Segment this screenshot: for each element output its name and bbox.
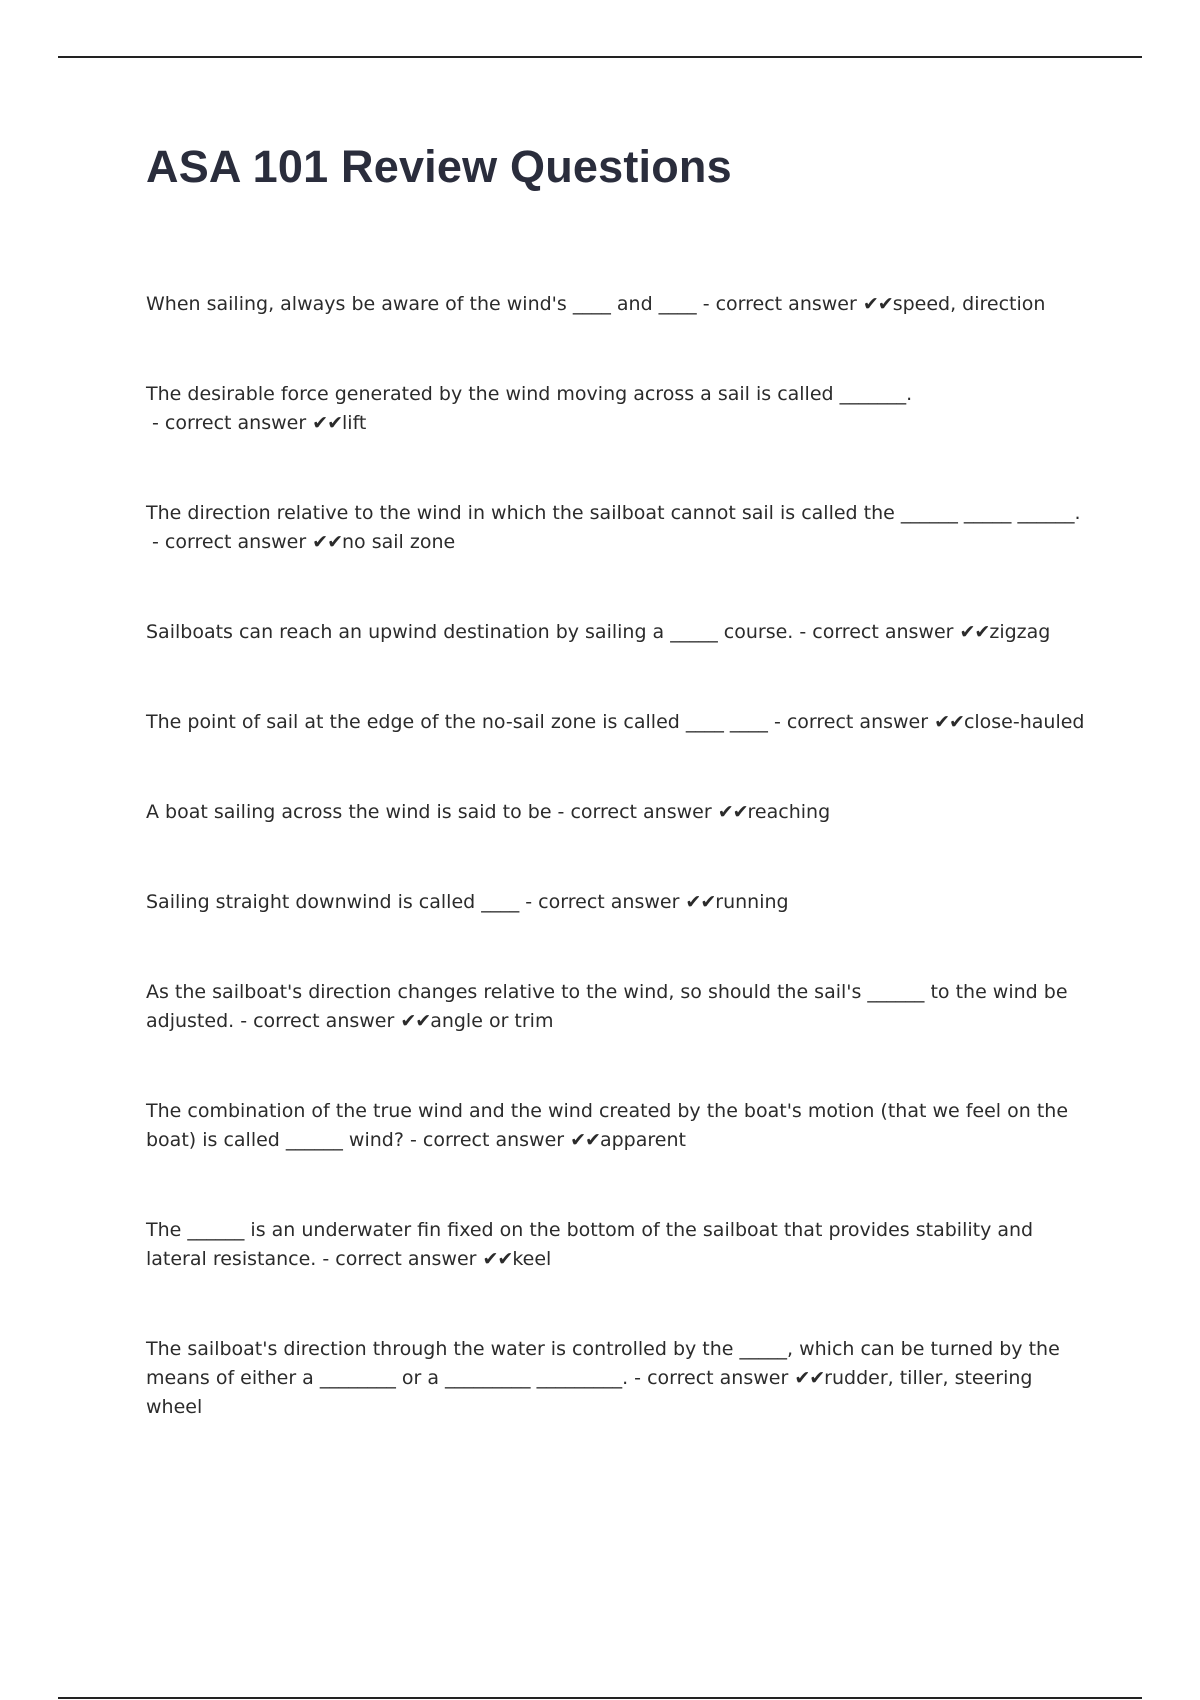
check-marks-icon: ✔✔ (312, 531, 343, 553)
check-marks-icon: ✔✔ (685, 891, 716, 913)
answer-prefix: - correct answer (519, 891, 686, 913)
check-marks-icon: ✔✔ (570, 1129, 600, 1151)
answer-prefix: - correct answer (146, 531, 313, 553)
list-item (146, 978, 1086, 1036)
question-text: As the sailboat's direction changes relative to the wind, so should the sail's ______ to the wind be adjusted. (146, 981, 1068, 1032)
list-item (146, 888, 1086, 917)
question-text: When sailing, always be aware of the wind's ____ and ____ (146, 293, 697, 315)
check-marks-icon: ✔✔ (312, 412, 343, 434)
top-divider (58, 56, 1142, 58)
question-text: A boat sailing across the wind is said to be (146, 801, 552, 823)
check-marks-icon: ✔✔ (862, 293, 893, 315)
question-text: The sailboat's direction through the water is controlled by the _____, which can be turned by the means of either a ________ or a _________ _________. (146, 1338, 1060, 1389)
check-marks-icon: ✔✔ (400, 1010, 431, 1032)
list-item (146, 1335, 1086, 1422)
answer-text: speed, direction (892, 293, 1046, 315)
answer-prefix: - correct answer (551, 801, 718, 823)
page-title: ASA 101 Review Questions (146, 141, 732, 192)
list-item (146, 618, 1086, 647)
answer-prefix: - correct answer (696, 293, 863, 315)
check-marks-icon: ✔✔ (794, 1367, 825, 1389)
check-marks-icon: ✔✔ (934, 711, 964, 733)
answer-prefix: - correct answer (793, 621, 960, 643)
answer-prefix: - correct answer (767, 711, 935, 733)
question-text: The direction relative to the wind in which the sailboat cannot sail is called the ______ _____ ______. (146, 502, 1081, 524)
answer-text: apparent (599, 1129, 686, 1151)
question-text: The desirable force generated by the wind moving across a sail is called _______. (146, 383, 913, 405)
question-text: Sailing straight downwind is called ____ (146, 891, 520, 913)
list-item (146, 798, 1086, 827)
answer-prefix: - correct answer (403, 1129, 571, 1151)
answer-text: zigzag (989, 621, 1051, 643)
answer-text: no sail zone (342, 531, 456, 553)
answer-prefix: - correct answer (146, 412, 313, 434)
bottom-divider (58, 1697, 1142, 1699)
answer-text: reaching (747, 801, 831, 823)
question-text: The ______ is an underwater fin fixed on the bottom of the sailboat that provides stability and lateral resistance. (146, 1219, 1034, 1270)
answer-prefix: - correct answer (628, 1367, 795, 1389)
list-item (146, 1097, 1086, 1155)
question-text: The point of sail at the edge of the no-sail zone is called ____ ____ (146, 711, 768, 733)
list-item (146, 1216, 1086, 1274)
list-item (146, 380, 1086, 438)
question-text: The combination of the true wind and the wind created by the boat's motion (that we feel on the boat) is called ______ wind? (146, 1100, 1069, 1151)
answer-text: running (715, 891, 789, 913)
answer-text: keel (512, 1248, 552, 1270)
question-list (146, 290, 1086, 1483)
check-marks-icon: ✔✔ (959, 621, 990, 643)
answer-text: close-hauled (963, 711, 1085, 733)
answer-text: angle or trim (430, 1010, 554, 1032)
answer-text: lift (342, 412, 367, 434)
list-item (146, 499, 1086, 557)
answer-text: rudder, tiller, steering wheel (146, 1367, 1033, 1418)
check-marks-icon: ✔✔ (717, 801, 748, 823)
list-item (146, 708, 1086, 737)
question-text: Sailboats can reach an upwind destination by sailing a _____ course. (146, 621, 794, 643)
answer-prefix: - correct answer (234, 1010, 401, 1032)
list-item (146, 290, 1086, 319)
check-marks-icon: ✔✔ (482, 1248, 513, 1270)
answer-prefix: - correct answer (316, 1248, 483, 1270)
